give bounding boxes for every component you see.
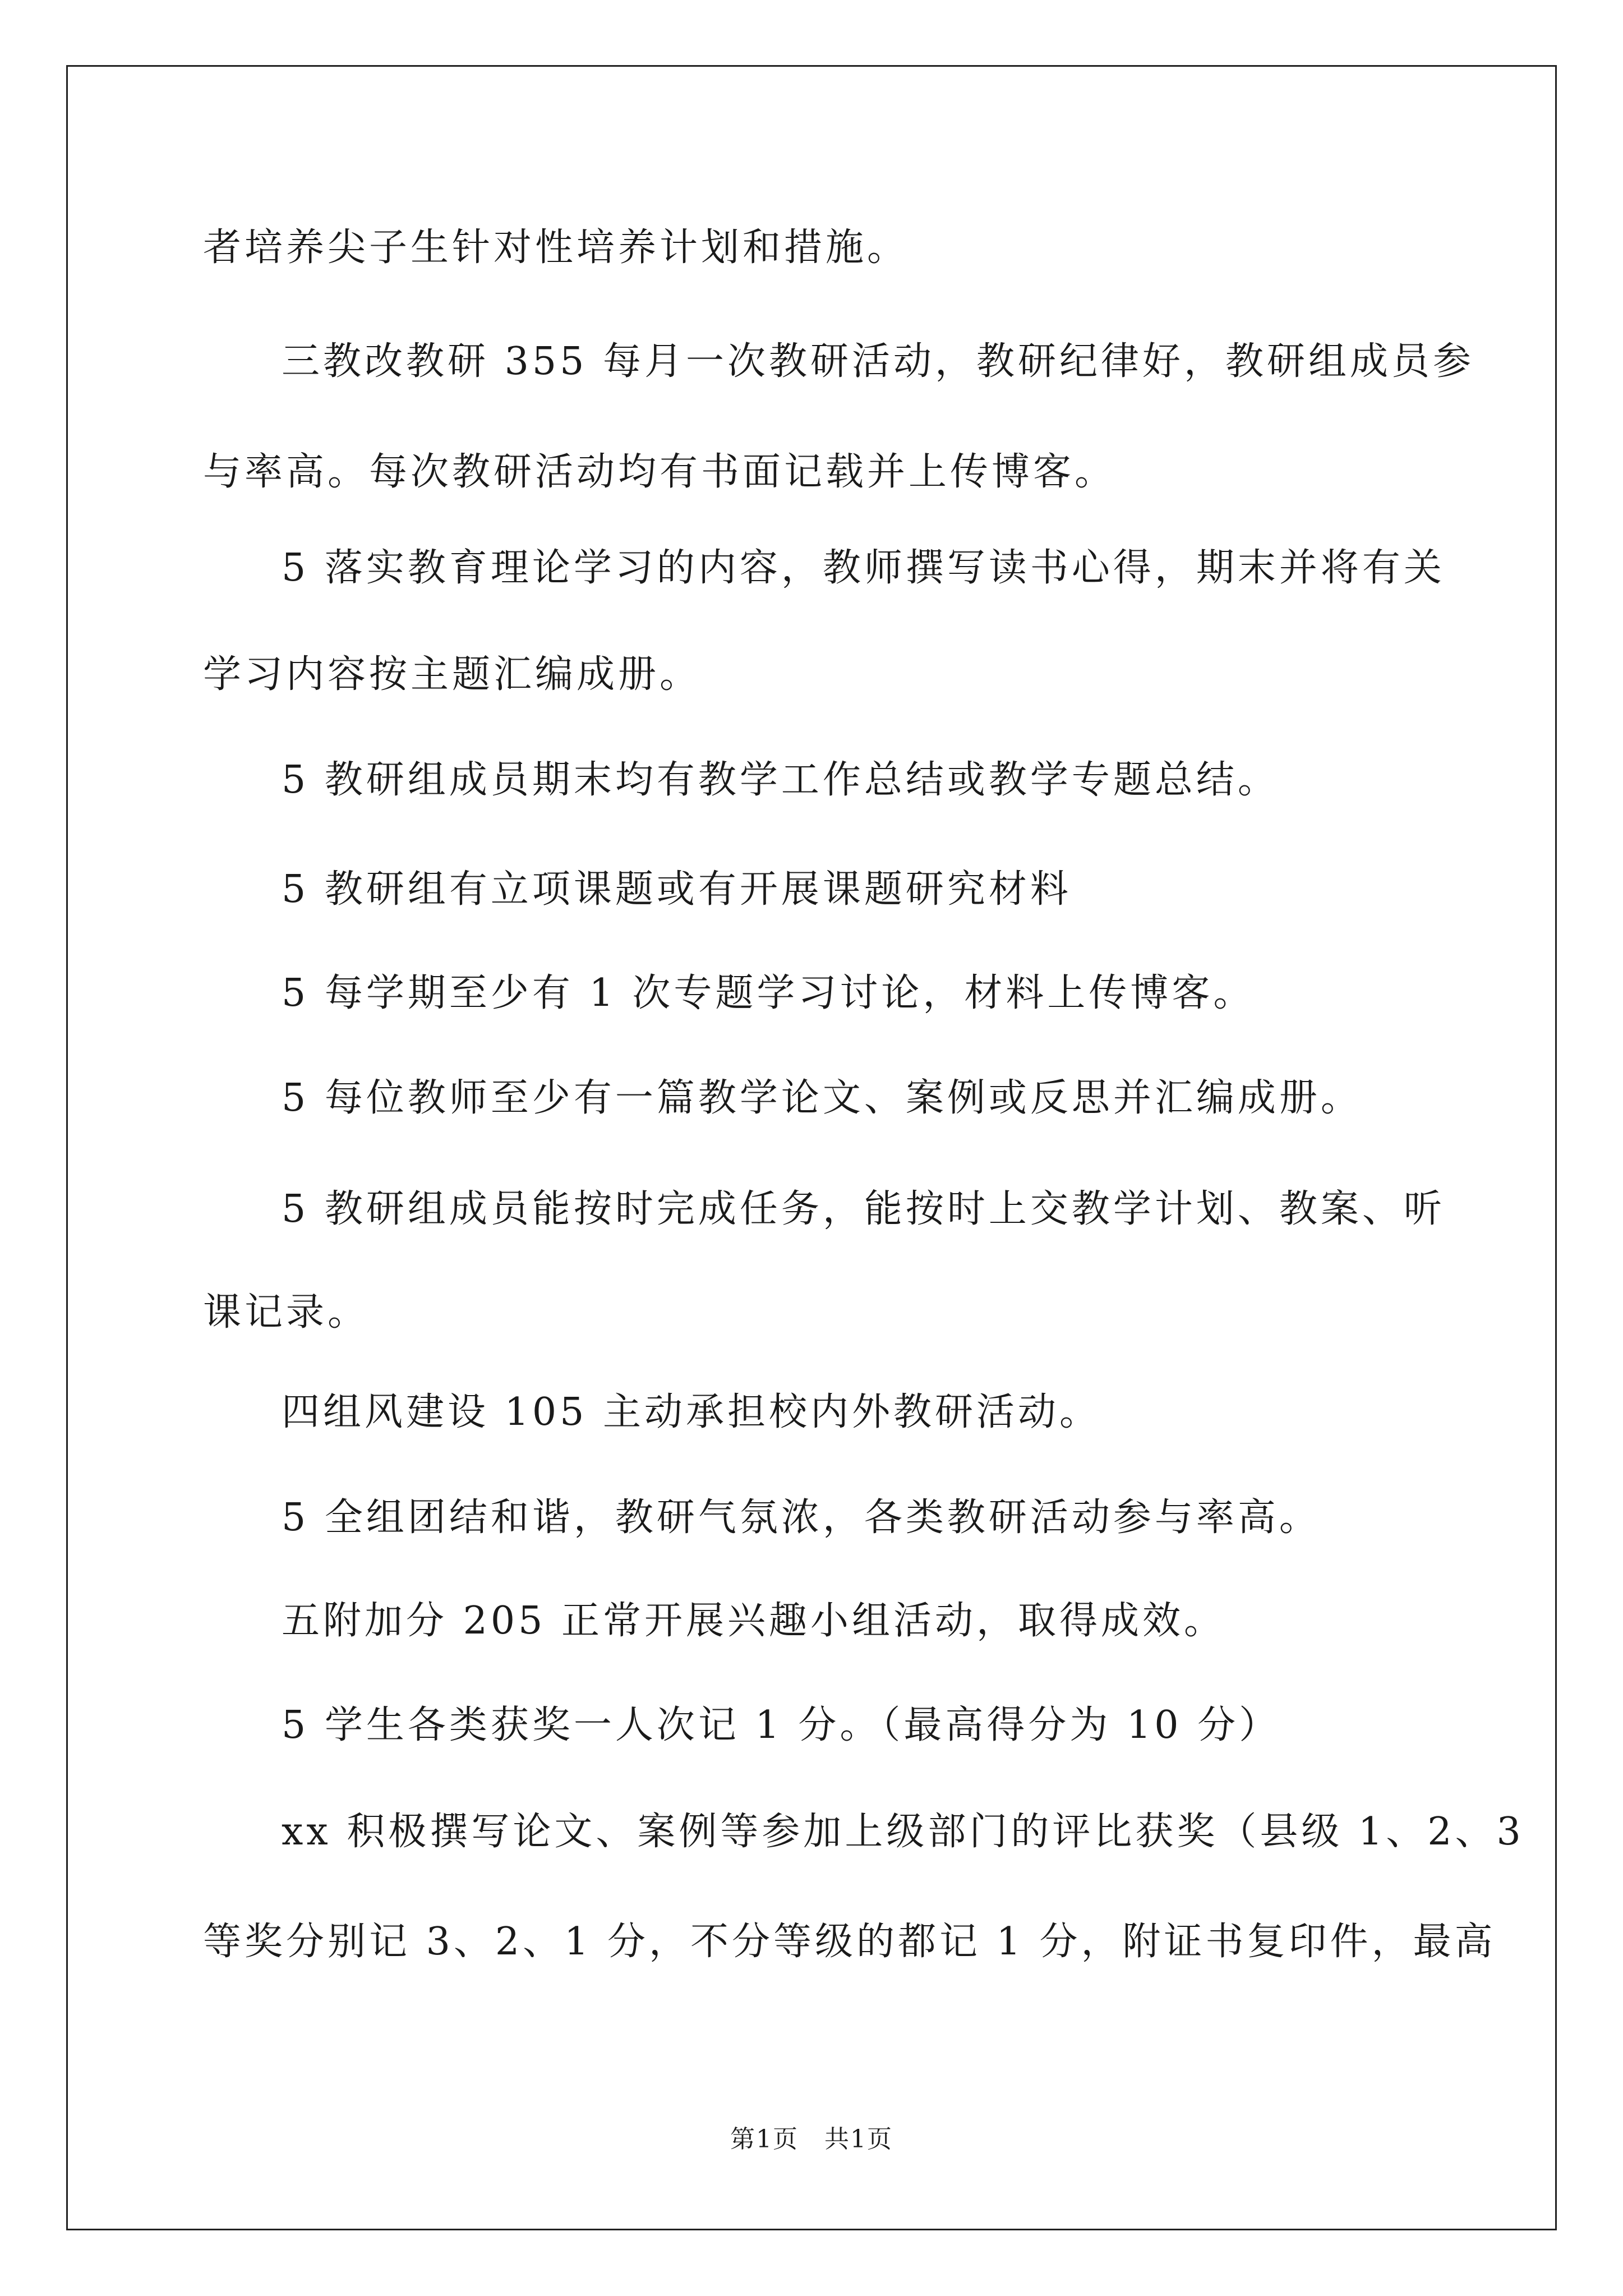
page-footer: 第1页 共1页 <box>730 2125 893 2154</box>
paragraph-line: 四组风建设 105 主动承担校内外教研活动。 <box>282 1390 1101 1434</box>
paragraph-line: 5 每位教师至少有一篇教学论文、案例或反思并汇编成册。 <box>282 1076 1362 1120</box>
page-border <box>66 65 1557 2230</box>
paragraph-line: xx 积极撰写论文、案例等参加上级部门的评比获奖（县级 1、2、3 <box>282 1810 1524 1854</box>
paragraph-line: 5 落实教育理论学习的内容，教师撰写读书心得，期末并将有关 <box>282 546 1445 590</box>
paragraph-line: 学习内容按主题汇编成册。 <box>203 652 702 697</box>
paragraph-line: 课记录。 <box>203 1290 370 1335</box>
paragraph-line: 与率高。每次教研活动均有书面记载并上传博客。 <box>203 450 1117 494</box>
paragraph-line: 5 教研组成员期末均有教学工作总结或教学专题总结。 <box>282 758 1279 802</box>
paragraph-line: 五附加分 205 正常开展兴趣小组活动，取得成效。 <box>282 1599 1226 1643</box>
paragraph-line: 5 每学期至少有 1 次专题学习讨论，材料上传博客。 <box>282 971 1255 1015</box>
paragraph-line: 5 教研组有立项课题或有开展课题研究材料 <box>282 867 1072 912</box>
paragraph-line: 5 全组团结和谐，教研气氛浓，各类教研活动参与率高。 <box>282 1496 1321 1540</box>
paragraph-line: 者培养尖子生针对性培养计划和措施。 <box>203 226 909 270</box>
paragraph-line: 5 学生各类获奖一人次记 1 分。（最高得分为 10 分） <box>282 1703 1281 1747</box>
paragraph-line: 三教改教研 355 每月一次教研活动，教研纪律好，教研组成员参 <box>282 339 1475 384</box>
paragraph-line: 等奖分别记 3、2、1 分，不分等级的都记 1 分，附证书复印件，最高 <box>203 1920 1496 1964</box>
paragraph-line: 5 教研组成员能按时完成任务，能按时上交教学计划、教案、听 <box>282 1187 1445 1231</box>
